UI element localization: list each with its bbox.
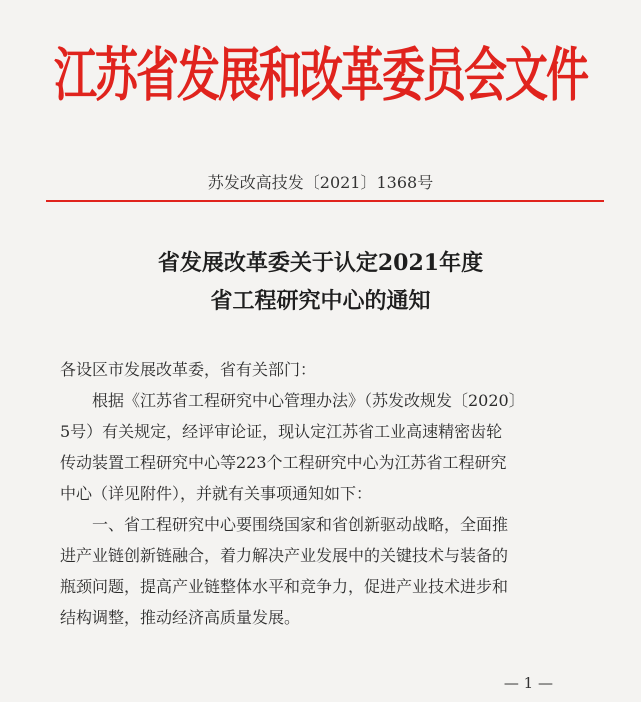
notice-title [0, 244, 641, 320]
body-line: 进产业链创新链融合，着力解决产业发展中的关键技术与装备的 [60, 546, 509, 565]
document-header-title: 江苏省发展和改革委员会文件 [54, 42, 587, 110]
body-line: 中心（详见附件），并就有关事项通知如下： [60, 484, 373, 503]
document-body [60, 354, 588, 633]
body-line: 5号）有关规定，经评审论证，现认定江苏省工业高速精密齿轮 [60, 422, 503, 441]
body-line: 传动装置工程研究中心等223个工程研究中心为江苏省工程研究 [60, 453, 507, 472]
notice-title-line-1: 省发展改革委关于认定2021年度 [157, 250, 484, 276]
salutation: 各设区市发展改革委，省有关部门： [60, 360, 317, 379]
document-number: 苏发改高技发〔2021〕1368号 [207, 173, 434, 192]
notice-title-line-2: 省工程研究中心的通知 [210, 288, 431, 314]
body-line: 瓶颈问题，提高产业链整体水平和竞争力，促进产业技术进步和 [60, 577, 509, 596]
red-divider-line [46, 200, 604, 202]
body-line: 结构调整，推动经济高质量发展。 [60, 608, 301, 627]
body-line: 根据《江苏省工程研究中心管理办法》（苏发改规发〔2020〕 [92, 391, 525, 410]
body-line: 一、省工程研究中心要围绕国家和省创新驱动战略，全面推 [92, 515, 509, 534]
page-number: — 1 — [503, 674, 553, 692]
